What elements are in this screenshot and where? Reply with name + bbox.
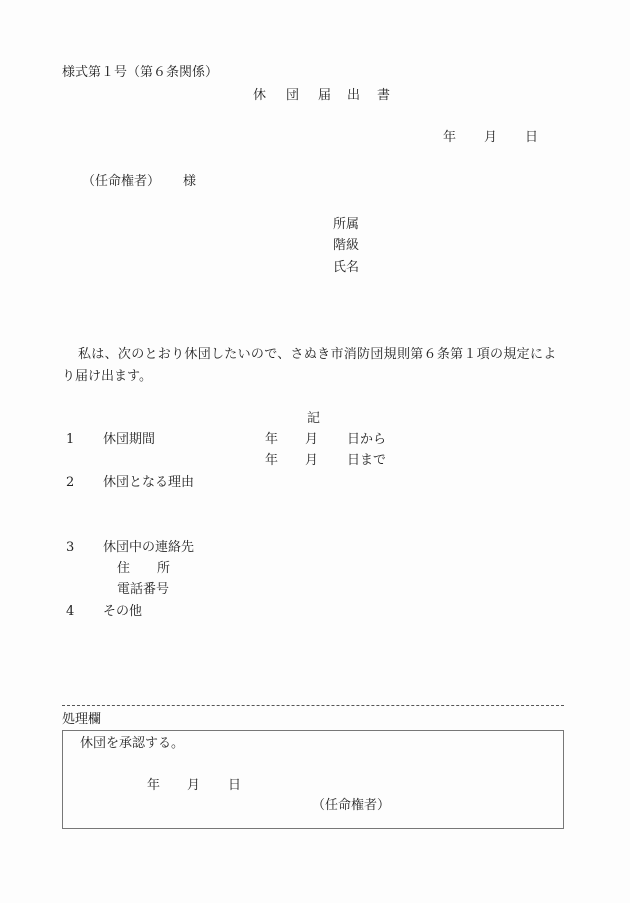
cut-line-divider — [62, 705, 564, 706]
period-to-month: 月 — [305, 453, 319, 468]
reason-label: 休団となる理由 — [103, 475, 195, 490]
ki-heading: 記 — [307, 411, 321, 426]
body-line-1: 私は、次のとおり休団したいので、さぬき市消防団規則第６条第１項の規定によ — [78, 347, 557, 362]
date-year: 年 — [443, 130, 457, 145]
title-char: 届 — [318, 88, 332, 103]
title-char: 休 — [253, 88, 267, 103]
period-from-month: 月 — [305, 432, 319, 447]
title-char: 書 — [377, 88, 391, 103]
approval-year: 年 — [147, 778, 161, 793]
addressee-authority: （任命権者） — [82, 174, 161, 189]
period-to-day: 日まで — [347, 453, 387, 468]
approval-text: 休団を承認する。 — [80, 736, 185, 751]
affiliation-label: 所属 — [333, 217, 360, 232]
title-char: 出 — [347, 88, 361, 103]
title-char: 団 — [286, 88, 300, 103]
name-label: 氏名 — [333, 260, 360, 275]
body-line-2: り届け出ます。 — [62, 369, 152, 384]
rank-label: 階級 — [333, 238, 360, 253]
phone-label: 電話番号 — [117, 582, 170, 597]
date-month: 月 — [484, 130, 498, 145]
approval-day: 日 — [228, 778, 242, 793]
addressee-honorific: 様 — [183, 174, 197, 189]
contact-label: 休団中の連絡先 — [103, 540, 195, 555]
address-label-1: 住 — [117, 561, 131, 576]
other-label: その他 — [103, 604, 143, 619]
processing-label: 処理欄 — [62, 712, 102, 727]
item-number: 1 — [66, 432, 75, 447]
item-number: 4 — [66, 604, 75, 619]
period-from-year: 年 — [265, 432, 279, 447]
date-day: 日 — [525, 130, 539, 145]
item-number: 3 — [66, 540, 75, 555]
item-number: 2 — [66, 475, 75, 490]
approval-authority: （任命権者） — [312, 798, 391, 813]
address-label-2: 所 — [157, 561, 171, 576]
period-label: 休団期間 — [103, 432, 156, 447]
period-from-day: 日から — [347, 432, 387, 447]
form-number: 様式第１号（第６条関係） — [62, 65, 219, 80]
period-to-year: 年 — [265, 453, 279, 468]
approval-month: 月 — [187, 778, 201, 793]
